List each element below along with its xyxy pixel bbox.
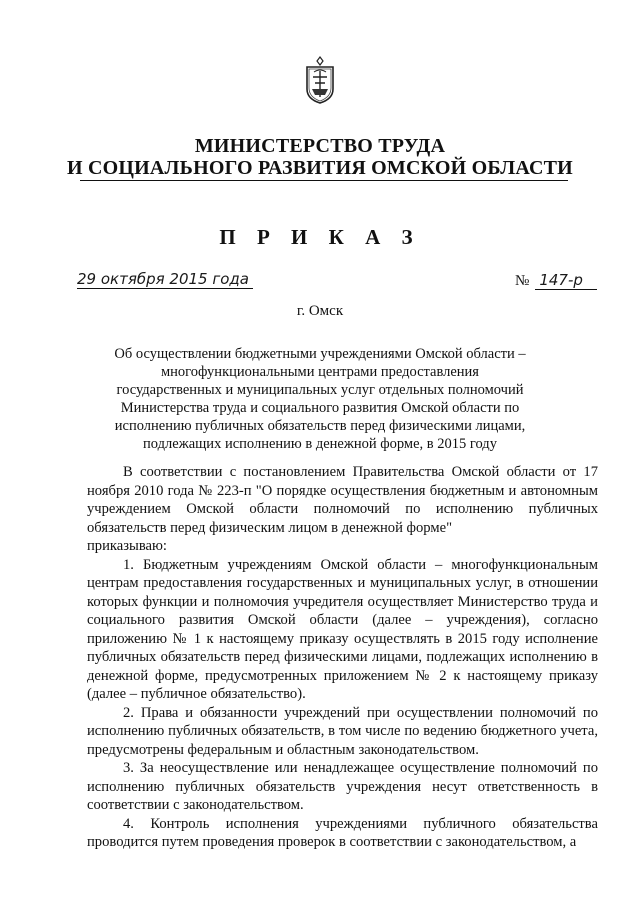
paragraph-1: 1. Бюджетным учреждениям Омской области – многофункциональным центрам предоставления государственных и муниципальных услуг, в отношении которых функции и полномочия учредителя осуществляет Министерство труда и социального развития Омской области (далее – учреждения), согласно приложению № 1 к настоящему приказу осуществлять в 2015 году исполнение публичных обязательств перед физическими лицами, подлежащих исполнению в денежной форме, предусмотренных приложением № 2 к настоящему приказу (далее – публичное обязательство).	[87, 556, 598, 702]
paragraph-4: 4. Контроль исполнения учреждениями публичного обязательства проводится путем проведения проверок в соответствии с законодательством, а	[87, 815, 598, 850]
paragraph-2: 2. Права и обязанности учреждений при осуществлении полномочий по исполнению публичных обязательств, в том числе по ведению бюджетного учета, предусмотрены федеральным и областным законодательством.	[87, 704, 598, 758]
order-body	[87, 463, 598, 852]
number-label: №	[515, 273, 530, 289]
prikazyvayu: приказываю:	[87, 538, 167, 554]
order-date: 29 октября 2015 года	[77, 270, 253, 289]
coat-of-arms-icon	[303, 55, 337, 105]
intro-paragraph: В соответствии с постановлением Правительства Омской области от 17 ноября 2010 года № 223-п "О порядке осуществления бюджетным и автономным учреждением Омской области полномочий по исполнению публичных обязательств перед физическим лицом в денежной форме"	[87, 464, 598, 536]
order-subject: Об осуществлении бюджетными учреждениями Омской области – многофункциональными центрами предоставления государственных и муниципальных услуг отдельных полномочий Министерства труда и социального развития Омской области по исполнению публичных обязательств перед физическими лицами, подлежащих исполнению в денежной форме, в 2015 году	[114, 346, 526, 452]
paragraph-3: 3. За неосуществление или ненадлежащее осуществление полномочий по исполнению публичных обязательств учреждения несут ответственность в соответствии с законодательством.	[87, 760, 598, 813]
order-number-value: 147-р	[535, 271, 597, 290]
header-underline	[80, 180, 568, 181]
order-number	[515, 271, 597, 290]
document-title: П Р И К А З	[219, 225, 421, 249]
city: г. Омск	[296, 303, 344, 319]
ministry-name-line1: МИНИСТЕРСТВО ТРУДА	[194, 135, 446, 157]
ministry-name-line2: И СОЦИАЛЬНОГО РАЗВИТИЯ ОМСКОЙ ОБЛАСТИ	[67, 157, 573, 179]
